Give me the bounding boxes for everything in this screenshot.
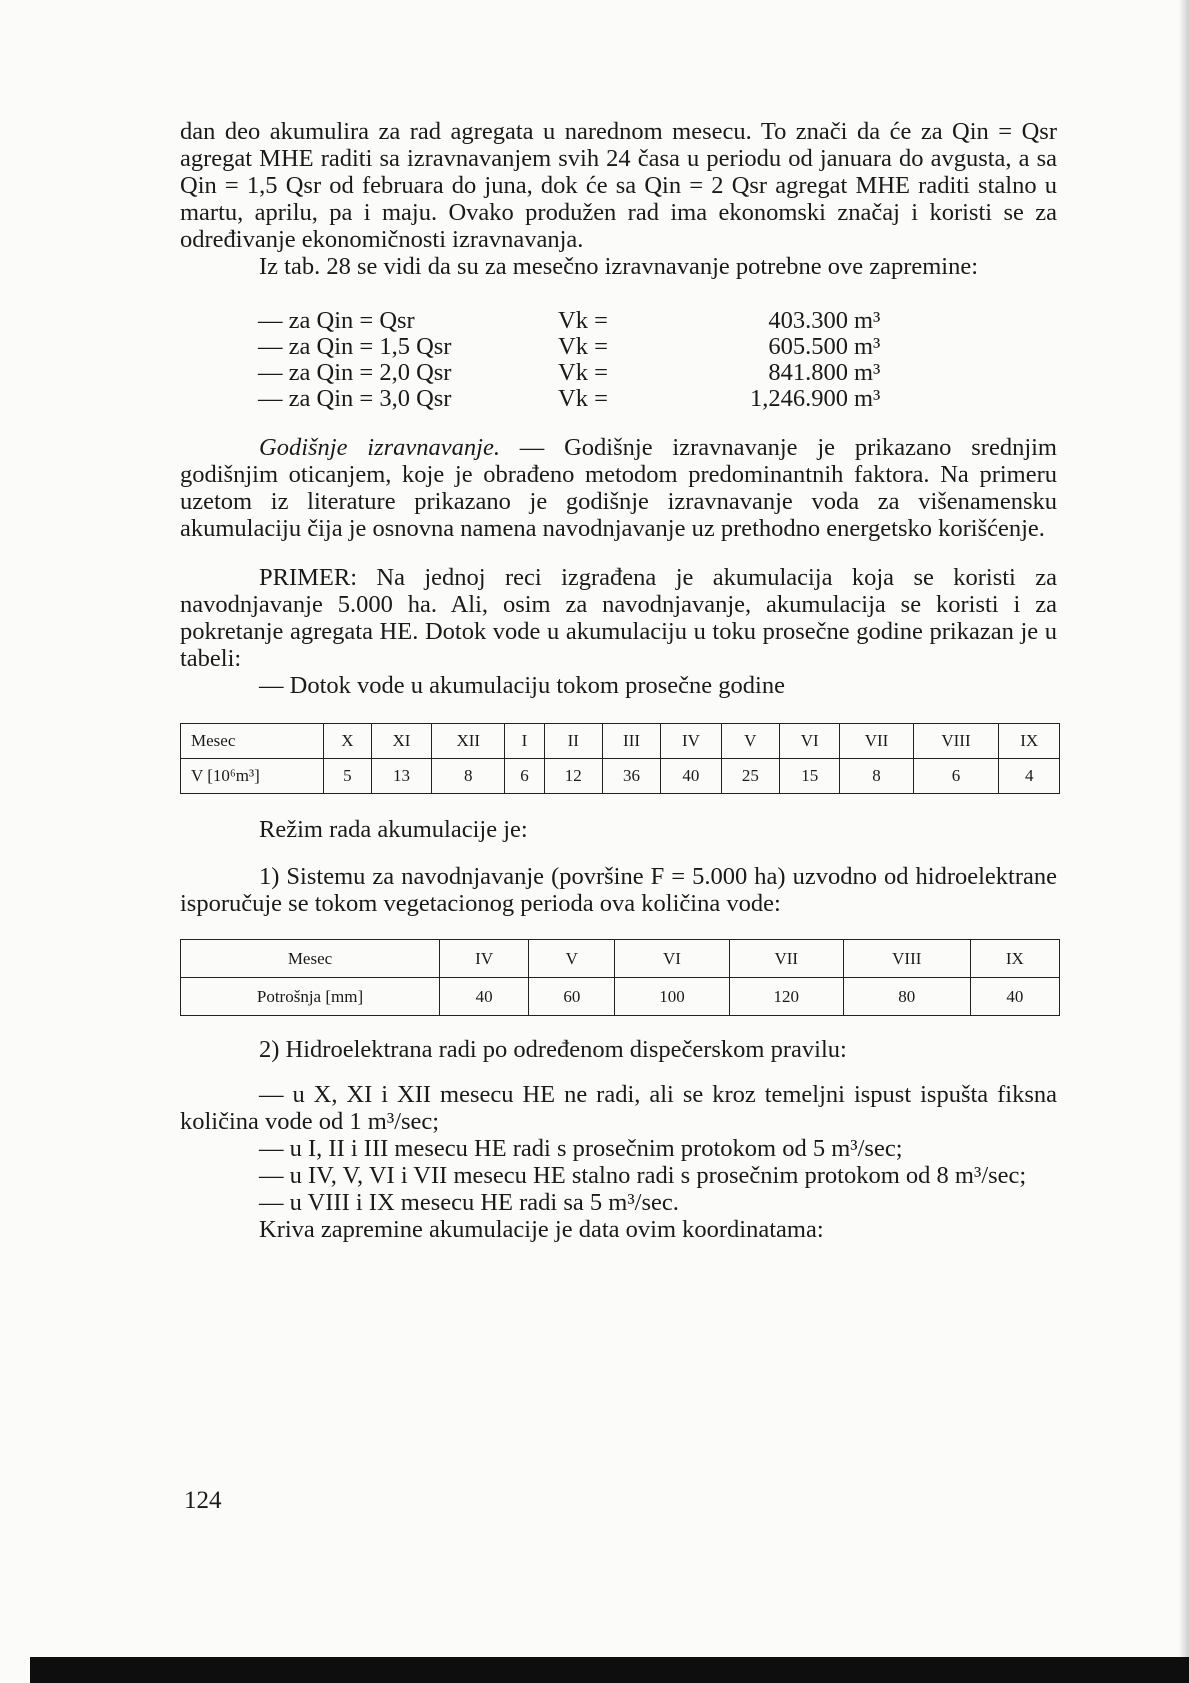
table-cell: 80 <box>843 978 970 1016</box>
table-cell: VI <box>779 724 839 759</box>
table-cell: XI <box>371 724 431 759</box>
table-caption: — Dotok vode u akumulaciju tokom prosečne godine <box>259 672 785 699</box>
table-cell: 8 <box>432 759 505 794</box>
table-cell: VIII <box>843 940 970 978</box>
paragraph-dispatch: 2) Hidroelektrana radi po određenom dispečerskom pravilu: <box>259 1036 847 1063</box>
inflow-table <box>180 723 1060 794</box>
table-cell: 12 <box>544 759 602 794</box>
table-cell: VI <box>615 940 729 978</box>
rule-item: — u VIII i IX mesecu HE radi sa 5 m³/sec. <box>259 1189 679 1216</box>
rule-item: — u X, XI i XII mesecu HE ne radi, ali se kroz temeljni ispust ispušta fiksna količina vode od 1 m³/sec; <box>180 1081 1057 1135</box>
table-cell: IV <box>661 724 721 759</box>
table-cell: IX <box>970 940 1059 978</box>
paragraph-regime: Režim rada akumulacije je: <box>259 816 528 843</box>
table-cell: I <box>505 724 544 759</box>
equation-row: — za Qin = 1,5 Qsr Vk = 605.500 m³ <box>258 333 881 360</box>
scan-bottom-border <box>30 1657 1189 1683</box>
table-header-cell: Mesec <box>181 724 324 759</box>
equation-row: — za Qin = 3,0 Qsr Vk = 1,246.900 m³ <box>258 385 881 412</box>
table-cell: 60 <box>529 978 615 1016</box>
table-header-cell: Potrošnja [mm] <box>181 978 440 1016</box>
table-cell: 5 <box>324 759 372 794</box>
table-cell: IV <box>440 940 529 978</box>
table-cell: 4 <box>999 759 1060 794</box>
table-cell: 6 <box>913 759 999 794</box>
equation-row: — za Qin = 2,0 Qsr Vk = 841.800 m³ <box>258 359 881 386</box>
volume-equations <box>258 308 1057 412</box>
table-cell: 40 <box>661 759 721 794</box>
table-cell: II <box>544 724 602 759</box>
paragraph-irrigation: 1) Sistemu za navodnjavanje (površine F = 5.000 ha) uzvodno od hidroelektrane isporučuje se tokom vegetacionog perioda ova količina vode: <box>180 863 1057 917</box>
rule-item: — u IV, V, VI i VII mesecu HE stalno radi s prosečnim protokom od 8 m³/sec; <box>259 1162 1027 1189</box>
table-row <box>181 724 1060 759</box>
table-cell: 25 <box>721 759 779 794</box>
table-cell: 40 <box>440 978 529 1016</box>
rule-item: — u I, II i III mesecu HE radi s prosečnim protokom od 5 m³/sec; <box>259 1135 903 1162</box>
paragraph-annual: Godišnje izravnavanje. — Godišnje izravnavanje je prikazano srednjim godišnjim oticanjem, koje je obrađeno metodom predominantnih faktora. Na primeru uzetom iz literature prikazano je godišnje izravnavanje voda za višenamensku akumulaciju čija je osnovna namena navodnjavanje uz prethodno energetsko korišćenje. <box>180 434 1057 542</box>
table-cell: IX <box>999 724 1060 759</box>
scan-edge <box>1179 0 1189 1683</box>
table-cell: 120 <box>729 978 843 1016</box>
table-header-cell: Mesec <box>181 940 440 978</box>
table-cell: 100 <box>615 978 729 1016</box>
table-row <box>181 978 1060 1016</box>
page-content <box>180 118 1057 1243</box>
paragraph-tab28: Iz tab. 28 se vidi da su za mesečno izravnavanje potrebne ove zapremine: <box>259 253 979 280</box>
table-cell: 36 <box>602 759 660 794</box>
table-cell: 13 <box>371 759 431 794</box>
table-cell: 6 <box>505 759 544 794</box>
paragraph-example: PRIMER: Na jednoj reci izgrađena je akumulacija koja se koristi za navodnjavanje 5.000 ha. Ali, osim za navodnjavanje, akumulacija se koristi i za pokretanje agregata HE. Dotok vode u akumulaciju u toku prosečne godine prikazan je u tabeli: <box>180 564 1057 672</box>
table-cell: VII <box>729 940 843 978</box>
page-number: 124 <box>184 1487 222 1514</box>
table-cell: III <box>602 724 660 759</box>
table-header-cell: V [10⁶m³] <box>181 759 324 794</box>
table-cell: V <box>529 940 615 978</box>
paragraph-volume-curve: Kriva zapremine akumulacije je data ovim koordinatama: <box>259 1216 824 1243</box>
table-cell: V <box>721 724 779 759</box>
paragraph-intro: dan deo akumulira za rad agregata u narednom mesecu. To znači da će za Qin = Qsr agregat MHE raditi sa izravnavanjem svih 24 časa u periodu od januara do avgusta, a sa Qin = 1,5 Qsr od februara do juna, dok će sa Qin = 2 Qsr agregat MHE raditi stalno u martu, aprilu, pa i maju. Ovako produžen rad ima ekonomski značaj i koristi se za određivanje ekonomičnosti izravnavanja. <box>180 118 1057 253</box>
table-cell: VIII <box>913 724 999 759</box>
table-cell: 40 <box>970 978 1059 1016</box>
table-cell: XII <box>432 724 505 759</box>
table-cell: 8 <box>840 759 913 794</box>
table-cell: 15 <box>779 759 839 794</box>
table-row <box>181 940 1060 978</box>
table-cell: X <box>324 724 372 759</box>
equation-row: — za Qin = Qsr Vk = 403.300 m³ <box>258 307 881 334</box>
section-title: Godišnje izravnavanje. <box>259 434 500 461</box>
table-row <box>181 759 1060 794</box>
consumption-table <box>180 939 1060 1016</box>
table-cell: VII <box>840 724 913 759</box>
